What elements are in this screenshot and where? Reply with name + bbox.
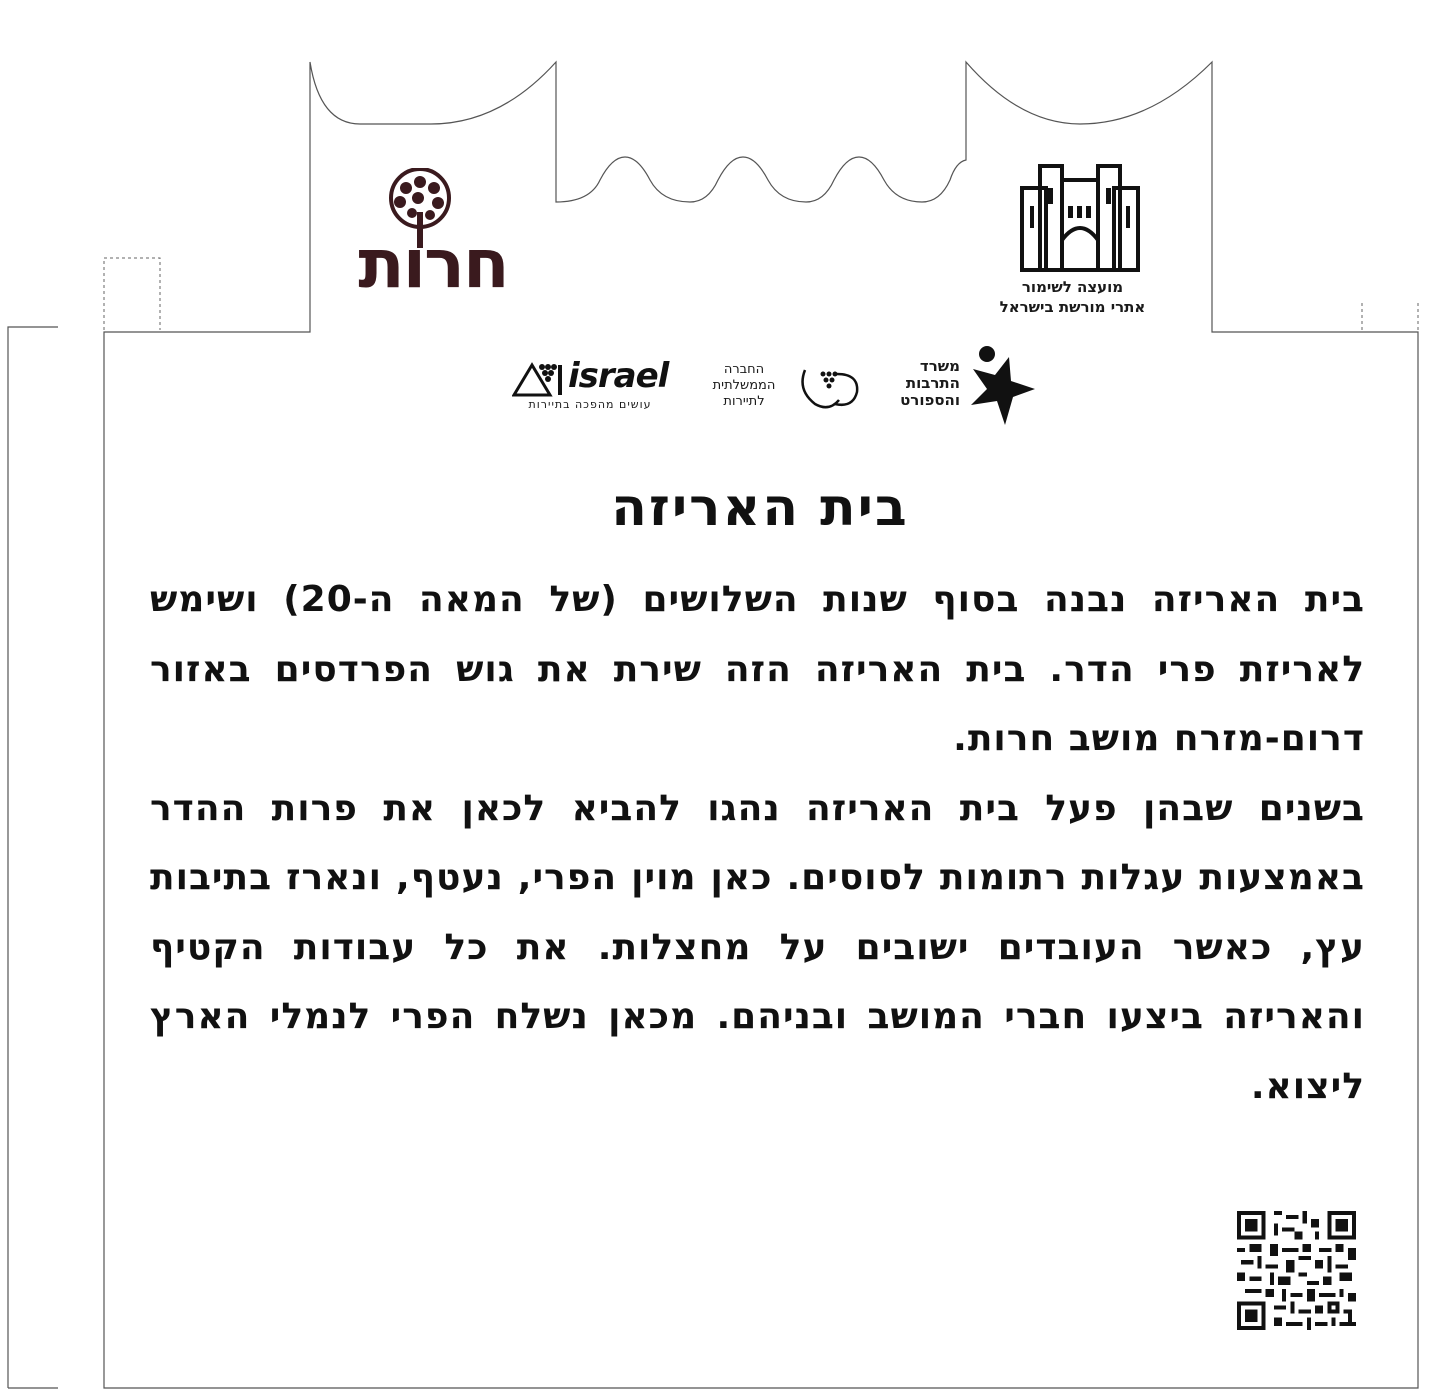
ministry-text <box>880 358 960 409</box>
ministry-line2: התרבות <box>905 374 960 392</box>
tourism-company-logo-icon <box>795 360 863 412</box>
tourism-line3: לתיירות <box>723 394 765 409</box>
body-paragraph-1: בית האריזה נבנה בסוף שנות השלושים (של המאה ה-20) ושימש לאריזת פרי הדר. בית האריזה הזה שירת את גוש הפרדסים באזור דרום-מזרח מושב חרות. <box>150 579 1365 759</box>
qr-code-icon <box>1237 1211 1356 1330</box>
ministry-line3: והספורט <box>900 391 960 409</box>
heritage-council-caption <box>975 277 1170 317</box>
herut-logo-wordmark: חרות <box>358 225 508 304</box>
sign-body <box>150 565 1365 1121</box>
heritage-caption-line2: אתרי מורשת בישראל <box>999 298 1146 316</box>
ministry-star-logo-icon <box>965 345 1040 427</box>
body-paragraph-2: בשנים שבהן פעל בית האריזה נהגו להביא לכאן את פרות ההדר באמצעות עגלות רתומות לסוסים. כאן מוין הפרי, נעטף, ונארז בתיבות עץ, כאשר העובדים ישובים על מחצלות. את כל עבודות הקטיף והאריזה ביצעו חברי המושב ובניהם. מכאן נשלח הפרי לנמלי הארץ ליצוא. <box>150 787 1365 1107</box>
castle-logo-icon <box>1018 158 1142 273</box>
israel-tourism-logo-icon <box>512 361 572 397</box>
tourism-company-text <box>700 362 788 410</box>
tourism-line2: הממשלתית <box>712 378 776 393</box>
ministry-line1: משרד <box>919 357 960 375</box>
sign-title: בית האריזה <box>611 478 909 538</box>
tourism-line1: החברה <box>723 362 765 377</box>
heritage-caption-line1: מועצה לשימור <box>1021 278 1124 296</box>
israel-tourism-tagline: עושים מהפכה בתיירות <box>528 398 652 411</box>
israel-wordmark: israel <box>568 356 669 396</box>
